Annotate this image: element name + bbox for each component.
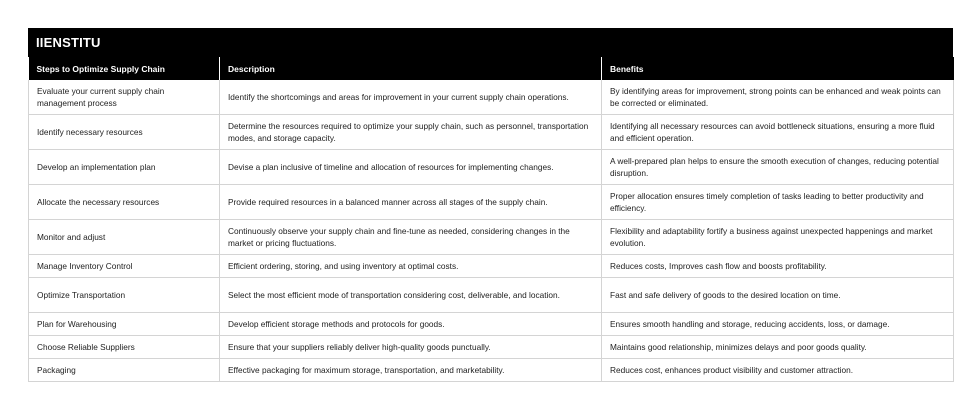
supply-chain-table <box>28 57 954 382</box>
description-cell: Develop efficient storage methods and protocols for goods. <box>220 313 602 336</box>
step-cell: Manage Inventory Control <box>29 255 220 278</box>
table-row <box>29 185 954 220</box>
description-cell: Continuously observe your supply chain and fine-tune as needed, considering changes in the market or pricing fluctuations. <box>220 220 602 255</box>
description-cell: Efficient ordering, storing, and using inventory at optimal costs. <box>220 255 602 278</box>
table-row <box>29 359 954 382</box>
step-cell: Plan for Warehousing <box>29 313 220 336</box>
step-cell: Identify necessary resources <box>29 115 220 150</box>
benefits-cell: By identifying areas for improvement, strong points can be enhanced and weak points can be corrected or eliminated. <box>602 80 954 115</box>
benefits-cell: A well-prepared plan helps to ensure the smooth execution of changes, reducing potential disruption. <box>602 150 954 185</box>
column-header-benefits: Benefits <box>602 57 954 80</box>
step-cell: Develop an implementation plan <box>29 150 220 185</box>
step-cell: Allocate the necessary resources <box>29 185 220 220</box>
table-row <box>29 336 954 359</box>
benefits-cell: Reduces cost, enhances product visibility and customer attraction. <box>602 359 954 382</box>
description-cell: Select the most efficient mode of transportation considering cost, deliverable, and location. <box>220 278 602 313</box>
table-row <box>29 220 954 255</box>
description-cell: Effective packaging for maximum storage, transportation, and marketability. <box>220 359 602 382</box>
step-cell: Choose Reliable Suppliers <box>29 336 220 359</box>
benefits-cell: Maintains good relationship, minimizes delays and poor goods quality. <box>602 336 954 359</box>
step-cell: Evaluate your current supply chain management process <box>29 80 220 115</box>
benefits-cell: Reduces costs, Improves cash flow and boosts profitability. <box>602 255 954 278</box>
column-header-description: Description <box>220 57 602 80</box>
benefits-cell: Identifying all necessary resources can avoid bottleneck situations, ensuring a more fluid and efficient operation. <box>602 115 954 150</box>
supply-chain-table-container <box>28 28 953 382</box>
description-cell: Devise a plan inclusive of timeline and allocation of resources for implementing changes. <box>220 150 602 185</box>
brand-title: IIENSTITU <box>36 35 101 50</box>
table-row <box>29 80 954 115</box>
header-row <box>29 57 954 80</box>
table-header <box>29 57 954 80</box>
table-row <box>29 278 954 313</box>
step-cell: Optimize Transportation <box>29 278 220 313</box>
table-row <box>29 313 954 336</box>
benefits-cell: Fast and safe delivery of goods to the desired location on time. <box>602 278 954 313</box>
brand-banner <box>28 28 953 57</box>
description-cell: Provide required resources in a balanced manner across all stages of the supply chain. <box>220 185 602 220</box>
description-cell: Ensure that your suppliers reliably deliver high-quality goods punctually. <box>220 336 602 359</box>
description-cell: Determine the resources required to optimize your supply chain, such as personnel, transportation modes, and storage capacity. <box>220 115 602 150</box>
table-row <box>29 255 954 278</box>
step-cell: Packaging <box>29 359 220 382</box>
column-header-steps: Steps to Optimize Supply Chain <box>29 57 220 80</box>
table-body <box>29 80 954 382</box>
description-cell: Identify the shortcomings and areas for improvement in your current supply chain operations. <box>220 80 602 115</box>
step-cell: Monitor and adjust <box>29 220 220 255</box>
table-row <box>29 150 954 185</box>
table-row <box>29 115 954 150</box>
benefits-cell: Flexibility and adaptability fortify a business against unexpected happenings and market evolution. <box>602 220 954 255</box>
benefits-cell: Proper allocation ensures timely completion of tasks leading to better productivity and efficiency. <box>602 185 954 220</box>
benefits-cell: Ensures smooth handling and storage, reducing accidents, loss, or damage. <box>602 313 954 336</box>
